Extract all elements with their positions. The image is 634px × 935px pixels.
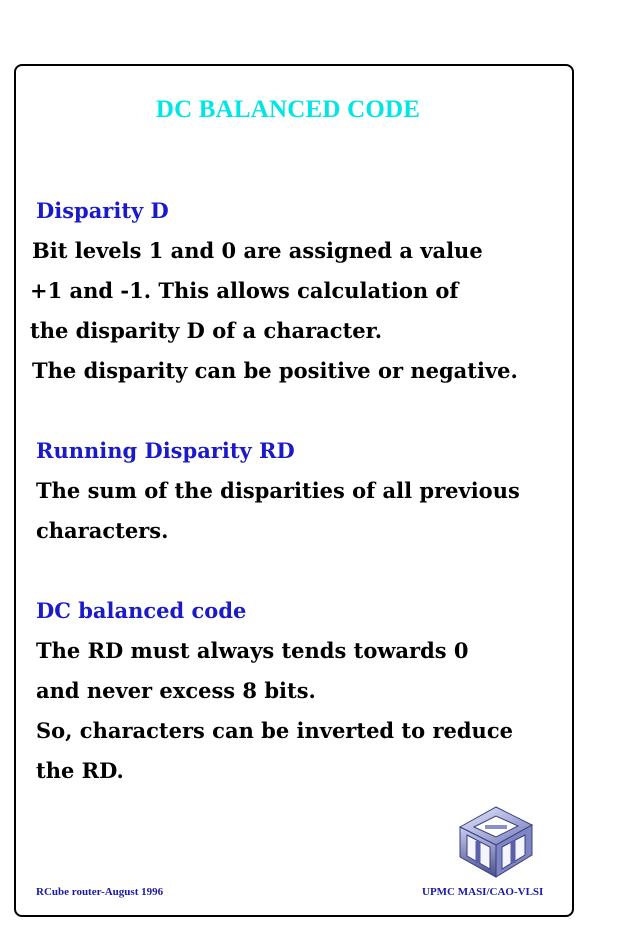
section-heading-dc-balanced: DC balanced code bbox=[36, 598, 247, 623]
text-line: The RD must always tends towards 0 bbox=[36, 638, 469, 663]
text-line: and never excess 8 bits. bbox=[36, 678, 316, 703]
text-line: The disparity can be positive or negative. bbox=[32, 358, 518, 383]
cube-logo-icon bbox=[452, 797, 538, 879]
text-line: +1 and -1. This allows calculation of bbox=[30, 278, 459, 303]
text-line: Bit levels 1 and 0 are assigned a value bbox=[32, 238, 483, 263]
text-line: The sum of the disparities of all previous bbox=[36, 478, 520, 503]
text-line: the disparity D of a character. bbox=[30, 318, 383, 343]
text-line: characters. bbox=[36, 518, 169, 543]
footer-left: RCube router-August 1996 bbox=[36, 886, 164, 898]
section-heading-disparity: Disparity D bbox=[36, 198, 169, 223]
slide-title: DC BALANCED CODE bbox=[155, 96, 421, 123]
section-heading-running-disparity: Running Disparity RD bbox=[36, 438, 295, 463]
text-line: the RD. bbox=[36, 758, 124, 783]
text-line: So, characters can be inverted to reduce bbox=[36, 718, 513, 743]
footer-right: UPMC MASI/CAO-VLSI bbox=[422, 886, 544, 898]
